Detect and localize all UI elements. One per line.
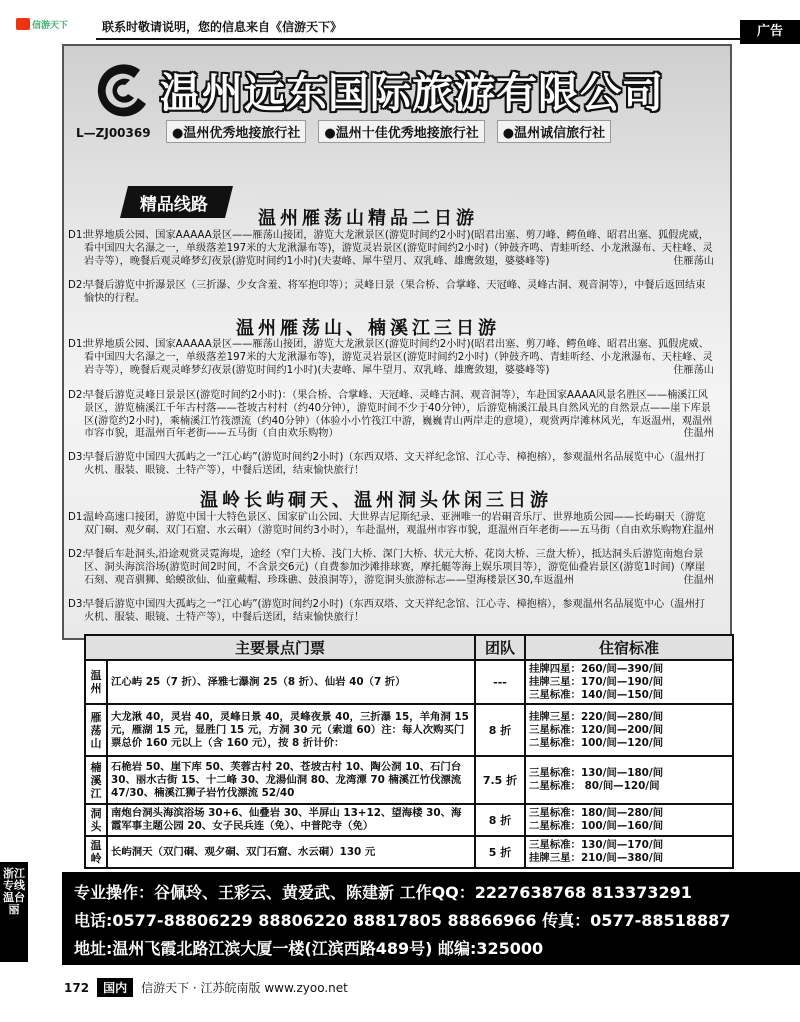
logo-text: 信游天下 (32, 21, 69, 31)
lodging-line: 二星标准： 80/间—120/间 (529, 780, 660, 792)
lodging-line: 挂牌四星：260/间—390/间 (529, 662, 664, 675)
lodging-line: 挂牌三星：170/间—190/间 (529, 675, 664, 688)
table-row (85, 756, 733, 804)
column-header: 主要景点门票 (85, 635, 475, 660)
table-row (85, 804, 733, 836)
day-label: D1: (68, 230, 86, 241)
lodging-line: 挂牌三星：210/间—380/间 (529, 852, 664, 864)
ad-label: 广告 (740, 20, 800, 44)
honor-item: ● 温州优秀地接旅行社 (166, 120, 306, 143)
route-title: 温岭长屿硐天、温州洞头休闲三日游 (200, 490, 552, 511)
day-text: 早餐后游览灵峰日景景区(游览时间约2小时)：（果合桥、合掌峰、天冠峰、灵峰古洞、观音洞等），车赴国家AAAA风景名胜区——楠溪江风景区，游览楠溪江千年古村落——苍坡古村村（约40分钟），游览时间不少于40分钟），后游览楠溪江最具自然风光的自然景点——崖下库景区(游览约2小时)，乘楠溪江竹筏漂流（约40分钟）（体验小小竹筏江中游，巍巍青山两岸走的意境），观赏两岸滩林风光，车返温州，观温州市容市貌，逛温州百年老街——五马街（自由欢乐购物） (84, 390, 713, 440)
day-label: D2: (68, 390, 86, 401)
price-table (84, 634, 734, 869)
lodging-cell (525, 660, 733, 704)
day-text: 早餐后车赴洞头,沿途观赏灵霓海堤，途经（窄门大桥、浅门大桥、深门大桥、状元大桥、花岗大桥、三盘大桥），抵达洞头后游览南炮台景区、洞头海滨浴场(游览时间2时间，不含景交6元)（自费参加沙滩排球赛，摩托艇等海上娱乐项目等），游览仙叠岩景区(游览1时间)（摩崖石刻、观音驯狮、蛤蟆欲仙、仙童戴帽、珍珠礁、鼓浪洞等），游览洞头旅游标志——望海楼景区30,车返温州 (84, 549, 706, 586)
lodging-line: 三星标准：140/间—150/间 (529, 688, 664, 701)
phone-and-fax: 电话:0577-88806229 88806220 88817805 88866966 传真：0577-88518887 (74, 911, 731, 930)
day-label: D2: (68, 549, 86, 560)
contact-footer (62, 872, 800, 965)
lodging-cell (525, 756, 733, 804)
section-tag: 国内 (97, 978, 133, 997)
itinerary-day (68, 549, 714, 587)
day-label: D1: (68, 339, 86, 350)
day-label: D3: (68, 452, 86, 463)
lodging-line: 三星标准：130/间—170/间 (529, 839, 664, 851)
day-lodging-note: 住温州 (683, 428, 714, 440)
tickets-cell: 石桅岩 50、崖下库 50、芙蓉古村 20、苍坡古村 10、陶公洞 10、石门台 30、丽水古街 15、十二峰 30、龙湯仙洞 80、龙湾潭 70 楠溪江竹伐漂流 47/30、楠溪江狮子岩竹伐漂流 52/40 (107, 756, 475, 804)
day-text: 早餐后游览中国四大孤屿之一“江心屿”(游览时间约2小时)（东西双塔、文天祥纪念馆、江心寺、樟抱榕），参观温州名品展览中心（温州打火机、服装、眼镜、土特产等），中餐后送团，结束愉快旅行！ (84, 452, 705, 476)
tickets-cell: 大龙湫 40，灵岩 40，灵峰日景 40，灵峰夜景 40，三折瀑 15，羊角洞 15 元，雁湖 15 元，显胜门 15 元，方洞 30 元（索道 60）注：每人次购买门票总价 160 元以上（含 160 元），按 8 折计价： (107, 704, 475, 756)
itinerary-day (68, 230, 714, 268)
honor-item: ● 温州诚信旅行社 (497, 120, 611, 143)
table-header-row (85, 635, 733, 660)
header-rule (96, 38, 740, 40)
itinerary-day (68, 390, 714, 441)
tickets-cell: 江心屿 25（7 折）、泽雅七瀑涧 25（8 折）、仙岩 40（7 折） (107, 660, 475, 704)
header-notice: 联系时敬请说明，您的信息来自《信游天下》 (102, 20, 343, 34)
route-title: 温州雁荡山、楠溪江三日游 (236, 318, 500, 339)
day-lodging-note: 住温州 (683, 574, 714, 586)
day-text: 早餐后游览中国四大孤屿之一“江心屿”(游览时间约2小时)（东西双塔、文天祥纪念馆、江心寺、樟抱榕），参观温州名品展览中心（温州打火机、服装、眼镜、土特产等），中餐后送团，结束愉快旅行！ (84, 599, 705, 623)
section-side-tab: 浙江专线温台丽 (0, 862, 28, 962)
honor-item: ● 温州十佳优秀地接旅行社 (318, 120, 484, 143)
day-lodging-note: 住温州 (683, 524, 714, 536)
company-logo-icon (90, 58, 154, 122)
city-cell: 洞头 (85, 804, 107, 836)
page-number: 172 (64, 980, 90, 995)
column-header: 团队 (475, 635, 525, 660)
lodging-line: 二星标准：100/间—160/间 (529, 820, 664, 832)
lodging-line: 二星标准：100/间—120/间 (529, 736, 664, 749)
honors-list (166, 120, 611, 143)
lodging-cell (525, 704, 733, 756)
lodging-line: 三星标准：180/间—280/间 (529, 807, 664, 819)
tickets-cell: 长屿洞天（双门硐、观夕硐、双门石窟、水云硐）130 元 (107, 836, 475, 868)
day-text: 世界地质公园、国家AAAAA景区——雁荡山接团，游览大龙湫景区(游览时间约2小时)(昭君出塞、剪刀峰、鳄鱼峰、昭君出塞、狐假虎威、看中国四大名瀑之一，单级落差197米的大龙湫瀑布等)，游览灵岩景区(游览时间约2小时)（钟鼓齐鸣、青蛙听经、小龙湫瀑布、天柱峰、灵岩寺等），晚餐后观灵峰梦幻夜景(游览时间约1小时)(夫妻峰、犀牛望月、双乳峰、雄鹰敛翅，婆婆峰等) (84, 339, 713, 376)
team-discount-cell: 8 折 (475, 704, 525, 756)
column-header: 住宿标准 (525, 635, 733, 660)
itinerary-day (68, 452, 714, 478)
team-discount-cell: --- (475, 660, 525, 704)
lodging-line: 挂牌三星：220/间—280/间 (529, 710, 664, 723)
day-label: D2: (68, 280, 86, 291)
itinerary-day (68, 512, 714, 538)
team-discount-cell: 5 折 (475, 836, 525, 868)
team-discount-cell: 7.5 折 (475, 756, 525, 804)
page-footer (64, 978, 348, 997)
lodging-line: 三星标准：120/间—200/间 (529, 723, 664, 736)
team-discount-cell: 8 折 (475, 804, 525, 836)
table-row (85, 836, 733, 868)
day-text: 早餐后游览中折瀑景区（三折瀑、少女含羞、将军抱印等）；灵峰日景（果合桥、合掌峰、天冠峰、灵峰古洞、观音洞等），中餐后返回结束愉快的行程。 (84, 280, 706, 304)
route-title: 温州雁荡山精品二日游 (258, 208, 478, 229)
table-row (85, 660, 733, 704)
header-bar (0, 0, 800, 44)
city-cell: 温岭 (85, 836, 107, 868)
itinerary-day (68, 599, 714, 625)
lodging-cell (525, 836, 733, 868)
city-cell: 温州 (85, 660, 107, 704)
day-lodging-note: 住雁荡山 (673, 255, 714, 267)
itinerary-day (68, 280, 714, 306)
city-cell: 楠溪江 (85, 756, 107, 804)
day-label: D1: (68, 512, 86, 523)
day-lodging-note: 住雁荡山 (673, 364, 714, 376)
day-label: D3: (68, 599, 86, 610)
day-text: 世界地质公园、国家AAAAA景区——雁荡山接团，游览大龙湫景区(游览时间约2小时)(昭君出塞、剪刀峰、鳄鱼峰、昭君出塞、狐假虎威，看中国四大名瀑之一，单级落差197米的大龙湫瀑布等)，游览灵岩景区(游览时间约2小时)（钟鼓齐鸣、青蛙听经、小龙湫瀑布、天柱峰、灵岩寺等），晚餐后观灵峰梦幻夜景(游览时间约1小时)(夫妻峰、犀牛望月、双乳峰、雄鹰敛翅，婆婆峰等) (84, 230, 713, 267)
license-number: L—ZJ00369 (76, 126, 151, 140)
logo-mark-icon (16, 18, 30, 30)
publication-info: 信游天下 · 江苏皖南版 www.zyoo.net (141, 981, 348, 995)
itinerary-day (68, 339, 714, 377)
featured-routes-ribbon (120, 186, 233, 218)
address: 地址:温州飞霞北路江滨大厦一楼(江滨西路489号) 邮编:325000 (74, 939, 544, 958)
table-row (85, 704, 733, 756)
company-name: 温州远东国际旅游有限公司 (160, 69, 664, 117)
publication-logo (16, 16, 86, 34)
staff-and-qq: 专业操作：谷佩玲、王彩云、黄爱武、陈建新 工作QQ：2227638768 813373291 (74, 883, 692, 902)
lodging-line: 三星标准：130/间—180/间 (529, 767, 664, 779)
tickets-cell: 南炮台洞头海滨浴场 30+6、仙叠岩 30、半屏山 13+12、望海楼 30、海霞军事主题公园 20、女子民兵连（免）、中普陀寺（免） (107, 804, 475, 836)
lodging-cell (525, 804, 733, 836)
day-text: 温岭高速口接团，游览中国十大特色景区、国家矿山公园、大世界吉尼斯纪录、亚洲唯一的岩硐音乐厅、世界地质公园——长屿硐天（游览双门硐、观夕硐、双门石窟、水云硐）（游览时间约3小时），车赴温州，观温州市容市貌，逛温州百年老街——五马街（自由欢乐购物） (84, 512, 706, 536)
city-cell: 雁荡山 (85, 704, 107, 756)
ribbon-label: 精品线路 (139, 195, 208, 215)
